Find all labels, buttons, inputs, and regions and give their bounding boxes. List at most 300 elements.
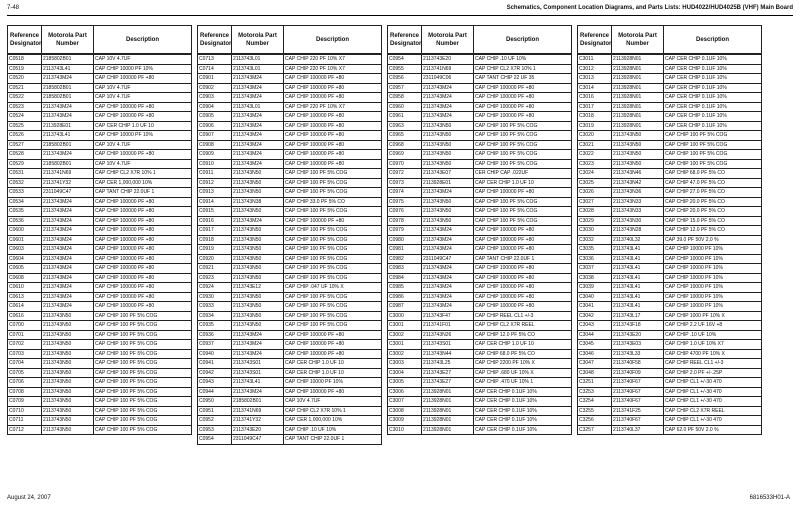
table-row <box>198 102 382 112</box>
table-row <box>388 188 572 198</box>
table-row <box>388 359 572 369</box>
description-cell: CAP TANT CHIP 22.0UF 1 <box>94 188 192 198</box>
table-row <box>388 330 572 340</box>
description-cell: CAP CHIP 220 PF 10% X7 <box>284 64 382 74</box>
part-number-cell: 2113743E20 <box>422 55 474 65</box>
ref-designator-cell: C0913 <box>198 188 232 198</box>
ref-designator-cell: C0523 <box>8 102 42 112</box>
description-cell: CAP CHIP 100000 PF +80 <box>284 74 382 84</box>
description-cell: CAP CHIP REEL CL1 +/-3 <box>664 359 762 369</box>
part-number-cell: 2113743N44 <box>422 349 474 359</box>
ref-designator-cell: C3042 <box>578 311 612 321</box>
description-cell: CAP CHIP 100 PF 5% COG <box>474 131 572 141</box>
table-row <box>198 311 382 321</box>
column-header-part-number: Motorola Part Number <box>612 26 664 54</box>
part-number-cell: 2113743N36 <box>612 188 664 198</box>
table-row <box>388 178 572 188</box>
part-number-cell: 2113743M24 <box>422 245 474 255</box>
part-number-cell: 2113743M24 <box>232 159 284 169</box>
ref-designator-cell: C0969 <box>388 150 422 160</box>
table-row <box>198 397 382 407</box>
part-number-cell: 2113743N50 <box>422 150 474 160</box>
ref-designator-cell: C3007 <box>388 397 422 407</box>
description-cell: CAP CER CHIP 0.1UF 10% <box>664 112 762 122</box>
part-number-cell: 2113743L41 <box>42 131 94 141</box>
table-row <box>8 302 192 312</box>
ref-designator-cell: C0965 <box>388 131 422 141</box>
table-row <box>578 235 762 245</box>
description-cell: CAP CHIP 100 PF 5% COG <box>664 140 762 150</box>
table-row <box>578 387 762 397</box>
part-number-cell: 2113743E20 <box>612 330 664 340</box>
part-number-cell: 2113743N50 <box>42 340 94 350</box>
table-row <box>578 216 762 226</box>
part-number-cell: 2113743M24 <box>232 93 284 103</box>
description-cell: CAP CER CHIP 0.1UF 10% <box>664 83 762 93</box>
description-cell: CAP CHIP 100 PF 5% COG <box>474 150 572 160</box>
footer-date: August 24, 2007 <box>7 495 51 501</box>
description-cell: CAP CHIP .680 UF 10% X <box>474 368 572 378</box>
ref-designator-cell: C0704 <box>8 359 42 369</box>
part-number-cell: 2113743N50 <box>42 378 94 388</box>
table-row <box>388 55 572 65</box>
description-cell: CAP CHIP CL2 X7R 10% 1 <box>94 169 192 179</box>
part-number-cell: 2185802B01 <box>42 140 94 150</box>
description-cell: CAP CHIP 100 PF 5% COG <box>284 321 382 331</box>
ref-designator-cell: C0603 <box>8 245 42 255</box>
ref-designator-cell: C0968 <box>388 140 422 150</box>
table-row <box>8 378 192 388</box>
part-number-cell: 2113743N50 <box>42 416 94 426</box>
table-row <box>578 64 762 74</box>
table-row <box>8 406 192 416</box>
ref-designator-cell: C3022 <box>578 150 612 160</box>
table-row <box>198 178 382 188</box>
table-row <box>198 83 382 93</box>
part-number-cell: 2113740F67 <box>612 387 664 397</box>
part-number-cell: 2113743M24 <box>42 264 94 274</box>
ref-designator-cell: C0521 <box>8 83 42 93</box>
part-number-cell: 2113743N26 <box>422 330 474 340</box>
table-row <box>388 397 572 407</box>
part-number-cell: 2113743N33 <box>612 197 664 207</box>
part-number-cell: 2113743M24 <box>42 216 94 226</box>
description-cell: CAP CHIP 100000 PF +80 <box>284 216 382 226</box>
part-number-cell: 2113928E01 <box>422 178 474 188</box>
ref-designator-cell: C0937 <box>198 340 232 350</box>
description-cell: CAP CHIP 100 PF 5% COG <box>664 131 762 141</box>
ref-designator-cell: C0527 <box>8 140 42 150</box>
part-number-cell: 2113743M24 <box>422 226 474 236</box>
part-number-cell: 2113741N69 <box>232 406 284 416</box>
table-row <box>198 93 382 103</box>
table-row <box>388 226 572 236</box>
ref-designator-cell: C0960 <box>388 102 422 112</box>
part-number-cell: 2113740F67 <box>612 378 664 388</box>
part-number-cell: 2113743L17 <box>612 311 664 321</box>
ref-designator-cell: C3039 <box>578 283 612 293</box>
ref-designator-cell: C0984 <box>388 273 422 283</box>
description-cell: CAP CHIP 100000 PF +80 <box>94 283 192 293</box>
ref-designator-cell: C0701 <box>8 330 42 340</box>
description-cell: CAP CHIP 100000 PF +80 <box>474 112 572 122</box>
description-cell: CAP 10V 4.7UF <box>94 93 192 103</box>
table-row <box>198 235 382 245</box>
description-cell: CAP CHIP CL1 +/-30 470 <box>664 416 762 426</box>
ref-designator-cell: C3018 <box>578 112 612 122</box>
ref-designator-cell: C0985 <box>388 283 422 293</box>
table-row <box>578 140 762 150</box>
description-cell: CAP CER CHIP 1.0 UF 10 <box>474 178 572 188</box>
table-row <box>198 121 382 131</box>
table-row <box>198 321 382 331</box>
table-row <box>8 121 192 131</box>
description-cell: CAP CER 1,000,000 10% <box>94 178 192 188</box>
table-row <box>198 197 382 207</box>
table-row <box>578 197 762 207</box>
description-cell: CAP CHIP 100000 PF +80 <box>284 159 382 169</box>
ref-designator-cell: C3040 <box>578 292 612 302</box>
part-number-cell: 2113743M24 <box>232 216 284 226</box>
description-cell: CAP CHIP 100000 PF +80 <box>94 245 192 255</box>
part-number-cell: 2113740L37 <box>612 425 664 435</box>
ref-designator-cell: C0958 <box>388 93 422 103</box>
ref-designator-cell: C0600 <box>8 226 42 236</box>
part-number-cell: 2113743M24 <box>422 83 474 93</box>
part-number-cell: 2113743F47 <box>422 311 474 321</box>
table-row <box>388 93 572 103</box>
ref-designator-cell: C0941 <box>198 359 232 369</box>
description-cell: CAP CER CHIP 1.0 UF 10 <box>284 359 382 369</box>
header-divider <box>7 15 793 16</box>
ref-designator-cell: C0943 <box>198 378 232 388</box>
description-cell: CAP CER CHIP 0.1UF 10% <box>664 74 762 84</box>
description-cell: CAP 10V 4.7UF <box>284 397 382 407</box>
description-cell: CAP CHIP REEL CL1 +/-3 <box>474 311 572 321</box>
part-number-cell: 2113743N50 <box>42 359 94 369</box>
ref-designator-cell: C0919 <box>198 245 232 255</box>
ref-designator-cell: C0921 <box>198 264 232 274</box>
part-number-cell: 2185802B01 <box>42 93 94 103</box>
table-row <box>8 102 192 112</box>
description-cell: CAP CHIP 100000 PF +80 <box>474 93 572 103</box>
ref-designator-cell: C3008 <box>388 406 422 416</box>
description-cell: CAP CHIP 20.0 PF 5% CO <box>664 207 762 217</box>
part-number-cell: 2113741N69 <box>422 64 474 74</box>
description-cell: CAP CHIP 100 PF 5% COG <box>284 178 382 188</box>
description-cell: CAP CER CHIP 0.1UF 10% <box>664 64 762 74</box>
table-row <box>578 416 762 426</box>
table-row <box>198 150 382 160</box>
part-number-cell: 2113743M24 <box>42 245 94 255</box>
table-row <box>388 131 572 141</box>
ref-designator-cell: C3024 <box>578 169 612 179</box>
ref-designator-cell: C3036 <box>578 254 612 264</box>
description-cell: CAP CHIP 2200 PF 10% X <box>474 359 572 369</box>
table-row <box>578 245 762 255</box>
table-row <box>198 368 382 378</box>
part-number-cell: 2113743L01 <box>232 102 284 112</box>
ref-designator-cell: C0963 <box>388 121 422 131</box>
ref-designator-cell: C3027 <box>578 197 612 207</box>
table-row <box>578 330 762 340</box>
table-row <box>388 378 572 388</box>
table-row <box>8 159 192 169</box>
ref-designator-cell: C0713 <box>198 55 232 65</box>
part-number-cell: 2113743N50 <box>232 311 284 321</box>
ref-designator-cell: C0533 <box>8 188 42 198</box>
ref-designator-cell: C0522 <box>8 93 42 103</box>
part-number-cell: 2113743M24 <box>422 235 474 245</box>
table-row <box>8 321 192 331</box>
parts-table-header <box>197 25 382 54</box>
part-number-cell: 2113743L41 <box>612 283 664 293</box>
table-row <box>198 64 382 74</box>
table-row <box>388 207 572 217</box>
table-row <box>578 102 762 112</box>
ref-designator-cell: C3037 <box>578 264 612 274</box>
description-cell: CAP CHIP 12.0 PF 5% CO <box>664 226 762 236</box>
description-cell: CAP CHIP CL1 +/-30 470 <box>664 387 762 397</box>
part-number-cell: 2113928N01 <box>612 121 664 131</box>
ref-designator-cell: C0944 <box>198 387 232 397</box>
ref-designator-cell: C0917 <box>198 226 232 236</box>
description-cell: CAP CHIP CL1 +/-30 470 <box>664 378 762 388</box>
ref-designator-cell: C0702 <box>8 340 42 350</box>
description-cell: CAP CHIP 10000 PF 10% <box>664 292 762 302</box>
table-row <box>578 169 762 179</box>
table-row <box>8 273 192 283</box>
table-row <box>388 387 572 397</box>
part-number-cell: 2113743N50 <box>422 197 474 207</box>
description-cell: CAP CHIP 100000 PF +80 <box>474 283 572 293</box>
table-row <box>578 55 762 65</box>
description-cell: CAP CHIP 47.0 PF 5% CO <box>664 178 762 188</box>
part-number-cell: 2113743E27 <box>422 368 474 378</box>
ref-designator-cell: C0974 <box>388 188 422 198</box>
description-cell: CAP CHIP 100000 PF +80 <box>284 112 382 122</box>
ref-designator-cell: C0534 <box>8 197 42 207</box>
ref-designator-cell: C0981 <box>388 245 422 255</box>
description-cell: CAP CHIP 100000 PF +80 <box>474 102 572 112</box>
description-cell: CAP CHIP 100 PF 5% COG <box>474 216 572 226</box>
ref-designator-cell: C0957 <box>388 83 422 93</box>
ref-designator-cell: C0535 <box>8 207 42 217</box>
ref-designator-cell: C0935 <box>198 321 232 331</box>
description-cell: CAP CER CHIP 0.1UF 10% <box>664 55 762 65</box>
description-cell: CAP CHIP 100 PF 5% COG <box>474 197 572 207</box>
ref-designator-cell: C3000 <box>388 311 422 321</box>
ref-designator-cell: C3009 <box>388 416 422 426</box>
table-row <box>8 226 192 236</box>
description-cell: CAP CHIP 1000 PF 10% X <box>664 311 762 321</box>
table-row <box>198 159 382 169</box>
part-number-cell: 2113743M24 <box>42 283 94 293</box>
description-cell: CAP CER CHIP 0.1UF 10% <box>474 425 572 435</box>
part-number-cell: 2113743M24 <box>422 264 474 274</box>
ref-designator-cell: C3013 <box>578 74 612 84</box>
description-cell: CAP CHIP 100000 PF +80 <box>94 207 192 217</box>
table-row <box>388 235 572 245</box>
ref-designator-cell: C0986 <box>388 292 422 302</box>
part-number-cell: 2113743E07 <box>422 169 474 179</box>
part-number-cell: 2113743M24 <box>422 112 474 122</box>
ref-designator-cell: C0961 <box>388 112 422 122</box>
part-number-cell: 2113928N01 <box>612 55 664 65</box>
ref-designator-cell: C0951 <box>198 406 232 416</box>
description-cell: CAP CHIP 100000 PF +80 <box>94 74 192 84</box>
table-row <box>198 302 382 312</box>
ref-designator-cell: C0936 <box>198 330 232 340</box>
description-cell: CAP CHIP 100 PF 5% COG <box>94 378 192 388</box>
description-cell: CAP CHIP 100 PF 5% COG <box>94 311 192 321</box>
part-number-cell: 2113743M24 <box>42 226 94 236</box>
description-cell: CAP CER CHIP 1.0 UF 10 <box>284 368 382 378</box>
table-row <box>578 254 762 264</box>
ref-designator-cell: C0914 <box>198 197 232 207</box>
description-cell: CAP CHIP 15.0 PF 5% CO <box>664 216 762 226</box>
description-cell: CAP CHIP .047 UF 10% X <box>284 283 382 293</box>
table-row <box>8 64 192 74</box>
column-header-description: Description <box>474 26 572 54</box>
column-header-designator: Reference Designator <box>388 26 422 54</box>
part-number-cell: 2113743N50 <box>422 131 474 141</box>
description-cell: CAP CHIP 10000 PF 10% <box>664 283 762 293</box>
table-row <box>8 74 192 84</box>
ref-designator-cell: C3010 <box>388 425 422 435</box>
part-number-cell: 2113743M24 <box>42 302 94 312</box>
part-number-cell: 2113743E12 <box>232 283 284 293</box>
parts-table <box>577 54 762 435</box>
ref-designator-cell: C3021 <box>578 140 612 150</box>
part-number-cell: 2113743E20 <box>232 425 284 435</box>
table-row <box>198 74 382 84</box>
ref-designator-cell: C3251 <box>578 378 612 388</box>
page-number: 7-48 <box>7 5 20 11</box>
part-number-cell: 2113743N50 <box>42 311 94 321</box>
description-cell: CAP CHIP 33.0 PF 5% CO <box>284 197 382 207</box>
table-row <box>8 283 192 293</box>
table-row <box>8 292 192 302</box>
table-row <box>388 302 572 312</box>
ref-designator-cell: C0531 <box>8 169 42 179</box>
part-number-cell: 2113740F67 <box>612 416 664 426</box>
description-cell: CAP CHIP 100 PF 5% COG <box>284 292 382 302</box>
part-number-cell: 2113928N01 <box>612 112 664 122</box>
description-cell: CAP CHIP 68.0 PF 5% CO <box>664 169 762 179</box>
column-header-description: Description <box>664 26 762 54</box>
ref-designator-cell: C0525 <box>8 121 42 131</box>
ref-designator-cell: C3023 <box>578 159 612 169</box>
ref-designator-cell: C0982 <box>388 254 422 264</box>
ref-designator-cell: C0978 <box>388 216 422 226</box>
description-cell: CAP CHIP 100 PF 5% COG <box>94 321 192 331</box>
part-number-cell: 2113741F25 <box>612 406 664 416</box>
part-number-cell: 2113743M24 <box>422 302 474 312</box>
description-cell: CAP CHIP 100000 PF +80 <box>474 235 572 245</box>
description-cell: CAP CHIP .10 UF 10% <box>284 425 382 435</box>
ref-designator-cell: C0987 <box>388 302 422 312</box>
ref-designator-cell: C0524 <box>8 112 42 122</box>
description-cell: CAP 10V 4.7UF <box>94 83 192 93</box>
ref-designator-cell: C0709 <box>8 397 42 407</box>
part-number-cell: 2113743M24 <box>422 273 474 283</box>
table-row <box>578 131 762 141</box>
part-number-cell: 2113928N01 <box>612 74 664 84</box>
description-cell: CAP CHIP CL2 X7R 10% 1 <box>474 64 572 74</box>
ref-designator-cell: C0954 <box>388 55 422 65</box>
part-number-cell: 2113743L41 <box>612 254 664 264</box>
ref-designator-cell: C3045 <box>578 340 612 350</box>
part-number-cell: 2113928N01 <box>422 406 474 416</box>
table-row <box>578 292 762 302</box>
description-cell: CAP CER CHIP 0.1UF 10% <box>474 416 572 426</box>
part-number-cell: 2113743N50 <box>232 188 284 198</box>
part-number-cell: 2113743M24 <box>42 112 94 122</box>
table-row <box>198 416 382 426</box>
part-number-cell: 2113743N50 <box>232 235 284 245</box>
table-row <box>8 264 192 274</box>
description-cell: CAP TANT CHIP 22.0UF 1 <box>284 435 382 445</box>
part-number-cell: 2113743M24 <box>422 102 474 112</box>
column-header-designator: Reference Designator <box>8 26 42 54</box>
table-row <box>578 397 762 407</box>
table-row <box>578 302 762 312</box>
ref-designator-cell: C0529 <box>8 159 42 169</box>
ref-designator-cell: C0954 <box>198 435 232 445</box>
ref-designator-cell: C0532 <box>8 178 42 188</box>
part-number-cell: 2113743N30 <box>612 216 664 226</box>
description-cell: CAP CHIP 27.0 PF 5% CO <box>664 188 762 198</box>
table-row <box>388 349 572 359</box>
table-row <box>388 197 572 207</box>
table-row <box>8 425 192 435</box>
description-cell: CAP CHIP CL1 +/-30 470 <box>664 397 762 407</box>
part-number-cell: 2113740F67 <box>612 397 664 407</box>
table-row <box>8 112 192 122</box>
parts-table-header <box>387 25 572 54</box>
ref-designator-cell: C0911 <box>198 169 232 179</box>
table-row <box>388 311 572 321</box>
part-number-cell: 2113743N50 <box>42 368 94 378</box>
table-row <box>198 140 382 150</box>
part-number-cell: 2113743L41 <box>612 264 664 274</box>
description-cell: CAP CHIP 100 PF 5% COG <box>94 330 192 340</box>
part-number-cell: 2113740F58 <box>612 359 664 369</box>
part-number-cell: 2113743N50 <box>232 321 284 331</box>
description-cell: CAP CHIP 100 PF 5% COG <box>474 121 572 131</box>
part-number-cell: 2113743M24 <box>422 93 474 103</box>
part-number-cell: 2113743M24 <box>422 188 474 198</box>
description-cell: CAP CER CHIP 0.1UF 10% <box>474 406 572 416</box>
ref-designator-cell: C0708 <box>8 387 42 397</box>
description-cell: CAP CHIP 100000 PF +80 <box>284 93 382 103</box>
description-cell: CAP CHIP 100 PF 5% COG <box>284 226 382 236</box>
ref-designator-cell: C0518 <box>8 55 42 65</box>
part-number-cell: 2113743M24 <box>42 197 94 207</box>
description-cell: CAP CHIP 100 PF 5% COG <box>284 169 382 179</box>
description-cell: CAP CHIP 100000 PF +80 <box>94 197 192 207</box>
ref-designator-cell: C3046 <box>578 349 612 359</box>
parts-table <box>197 54 382 445</box>
table-row <box>388 264 572 274</box>
part-number-cell: 2185802B01 <box>42 83 94 93</box>
part-number-cell: 2185802B01 <box>232 397 284 407</box>
table-row <box>388 368 572 378</box>
table-row <box>388 83 572 93</box>
table-row <box>198 216 382 226</box>
ref-designator-cell: C0952 <box>198 416 232 426</box>
